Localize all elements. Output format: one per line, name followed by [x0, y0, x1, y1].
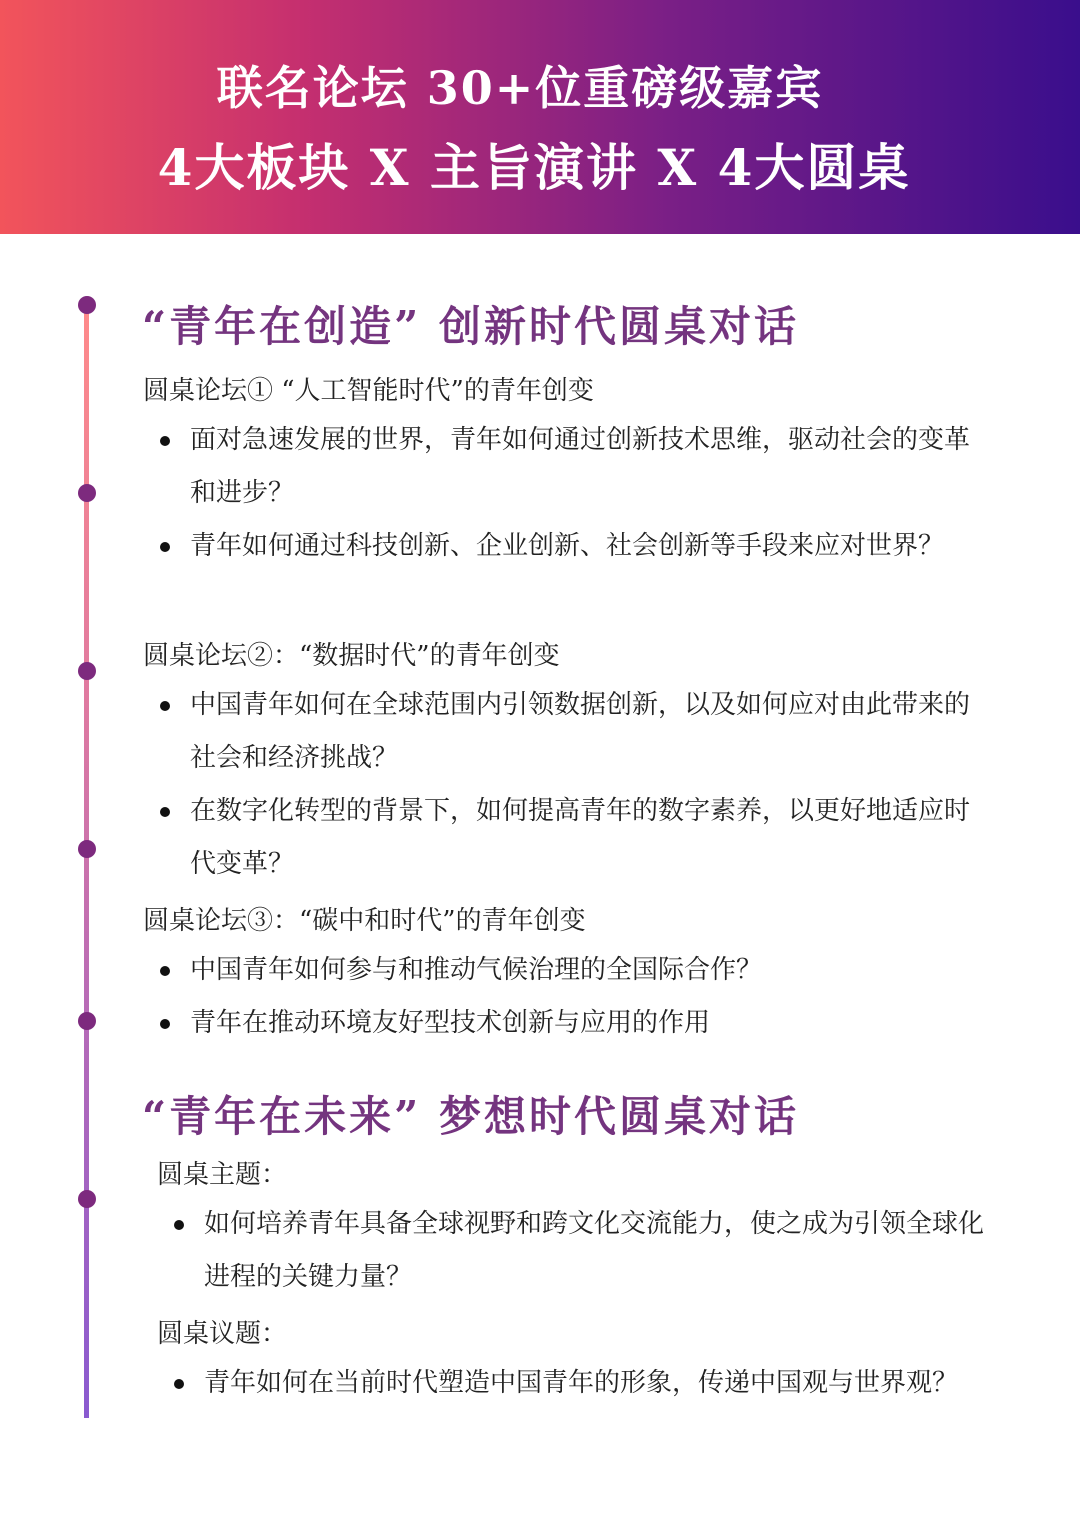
list-item: 在数字化转型的背景下，如何提高青年的数字素养，以更好地适应时代变革？	[190, 785, 995, 891]
list-item: 中国青年如何在全球范围内引领数据创新，以及如何应对由此带来的社会和经济挑战？	[190, 679, 995, 785]
timeline-dot	[78, 1190, 96, 1208]
timeline-dot	[78, 484, 96, 502]
bullet-dot	[160, 542, 170, 552]
forum-title-carbon: 圆桌论坛③：“碳中和时代”的青年创变	[143, 906, 586, 936]
list-item: 青年如何通过科技创新、企业创新、社会创新等手段来应对世界？	[190, 520, 995, 573]
timeline-dot	[78, 296, 96, 314]
bullet-dot	[174, 1220, 184, 1230]
timeline-dot	[78, 1012, 96, 1030]
banner-line-2: 4大板块 X 主旨演讲 X 4大圆桌	[157, 138, 911, 197]
section-title-future: “青年在未来” 梦想时代圆桌对话	[142, 1092, 799, 1141]
forum-title-ai: 圆桌论坛① “人工智能时代”的青年创变	[143, 376, 594, 406]
timeline-dot	[78, 840, 96, 858]
timeline-dot	[78, 662, 96, 680]
timeline-bar	[84, 305, 89, 1418]
banner-line-1: 联名论坛 30+位重磅级嘉宾	[216, 61, 824, 115]
bullet-dot	[160, 807, 170, 817]
section-title-create: “青年在创造” 创新时代圆桌对话	[142, 302, 799, 351]
bullet-dot	[160, 1019, 170, 1029]
list-item: 面对急速发展的世界，青年如何通过创新技术思维，驱动社会的变革和进步？	[190, 414, 995, 520]
list-item: 中国青年如何参与和推动气候治理的全国际合作？	[190, 944, 995, 997]
theme-label: 圆桌主题：	[157, 1160, 288, 1190]
topic-label: 圆桌议题：	[157, 1319, 288, 1349]
bullet-dot	[160, 701, 170, 711]
forum-title-data: 圆桌论坛②：“数据时代”的青年创变	[143, 641, 560, 671]
list-item: 青年在推动环境友好型技术创新与应用的作用	[190, 997, 995, 1050]
list-item: 青年如何在当前时代塑造中国青年的形象，传递中国观与世界观？	[204, 1357, 984, 1410]
bullet-dot	[160, 436, 170, 446]
bullet-dot	[160, 966, 170, 976]
bullet-dot	[174, 1379, 184, 1389]
list-item: 如何培养青年具备全球视野和跨文化交流能力，使之成为引领全球化进程的关键力量？	[204, 1198, 984, 1304]
header-banner	[0, 0, 1080, 234]
